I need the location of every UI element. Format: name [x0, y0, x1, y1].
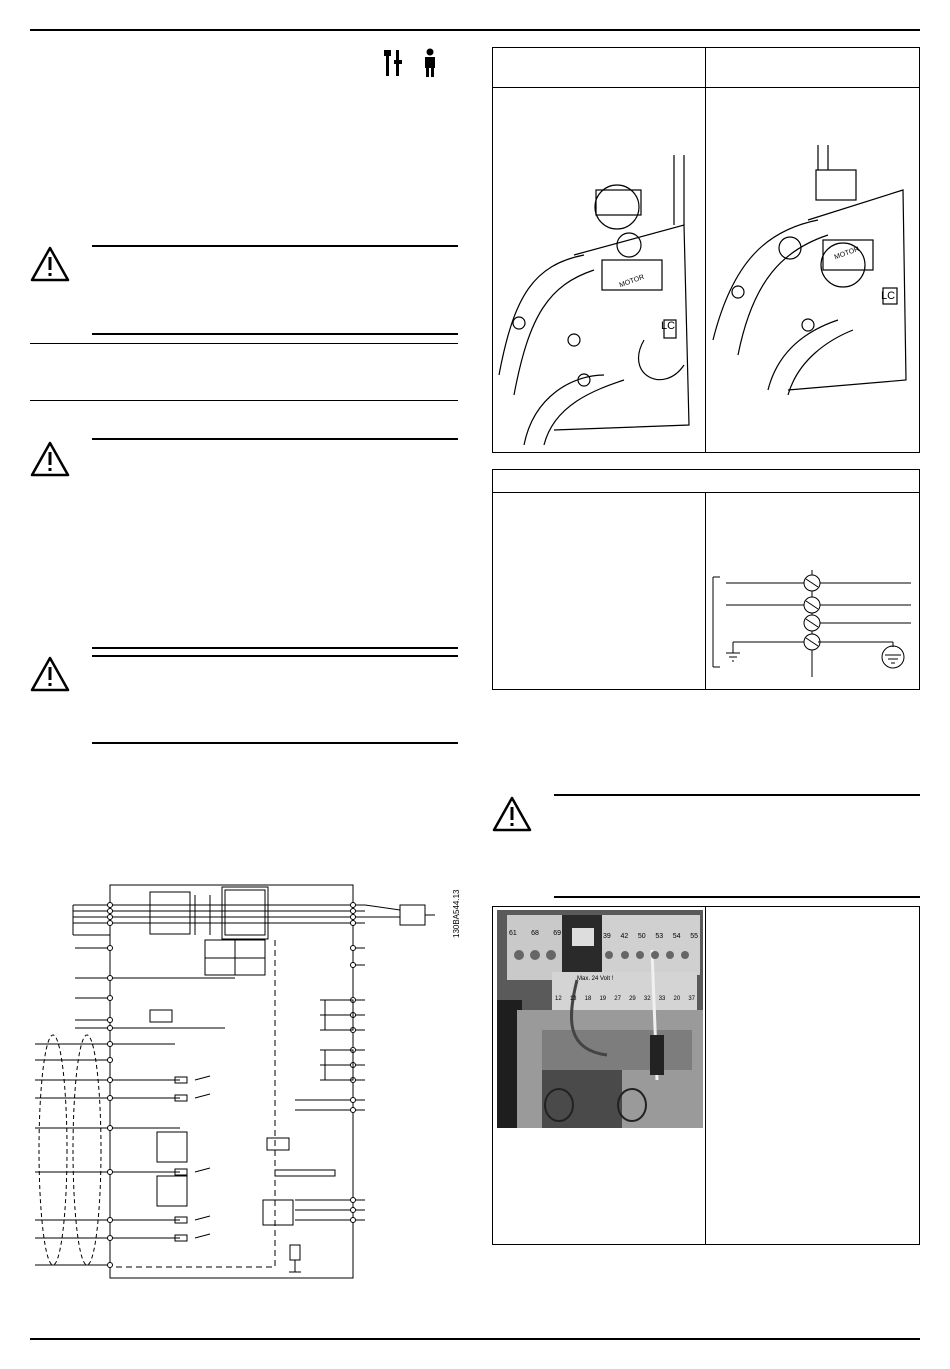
bottom-rule: [30, 1338, 920, 1340]
warning-top-rule: [92, 647, 458, 649]
warning-bottom-rule: [554, 896, 920, 898]
warning-icon: [30, 246, 70, 282]
person-icon: [422, 48, 438, 78]
motor-label: MOTOR: [833, 245, 861, 262]
terminal-drawing-left: [494, 145, 704, 445]
warning-bottom-rule: [92, 742, 458, 744]
lc-label: LC: [881, 290, 896, 302]
warning-top-rule: [92, 655, 458, 657]
terminal-labels-bottom: 12 13 18 19 27 29 32 33 20 37: [555, 996, 695, 1002]
top-rule: [30, 29, 920, 31]
warning-top-rule: [554, 794, 920, 796]
warning-icon: [492, 796, 532, 832]
motor-label: MOTOR: [618, 273, 646, 290]
warning-top-rule: [92, 438, 458, 440]
section-rule: [30, 400, 458, 401]
table-header-rule: [492, 492, 920, 493]
terminal-labels-top-right: 39 42 50 53 54 55: [603, 933, 698, 940]
section-rule: [30, 343, 458, 344]
terminal-photo: [497, 910, 703, 1128]
lc-label: LC: [661, 320, 676, 332]
table-divider: [705, 492, 706, 690]
wiring-diagram: [35, 880, 455, 1285]
table-header-rule: [492, 87, 920, 88]
table-divider: [705, 47, 706, 453]
ground-terminal-diagram: [708, 565, 918, 680]
terminal-labels-top-left: 61 68 69: [509, 930, 561, 937]
warning-icon: [30, 656, 70, 692]
warning-top-rule: [92, 245, 458, 247]
warning-bottom-rule: [92, 333, 458, 335]
diagram-code: 130BA544.13: [452, 889, 461, 938]
table-divider: [705, 906, 706, 1245]
tools-icon: [383, 48, 405, 78]
max-voltage-label: Max. 24 Volt !: [577, 976, 614, 982]
warning-icon: [30, 441, 70, 477]
